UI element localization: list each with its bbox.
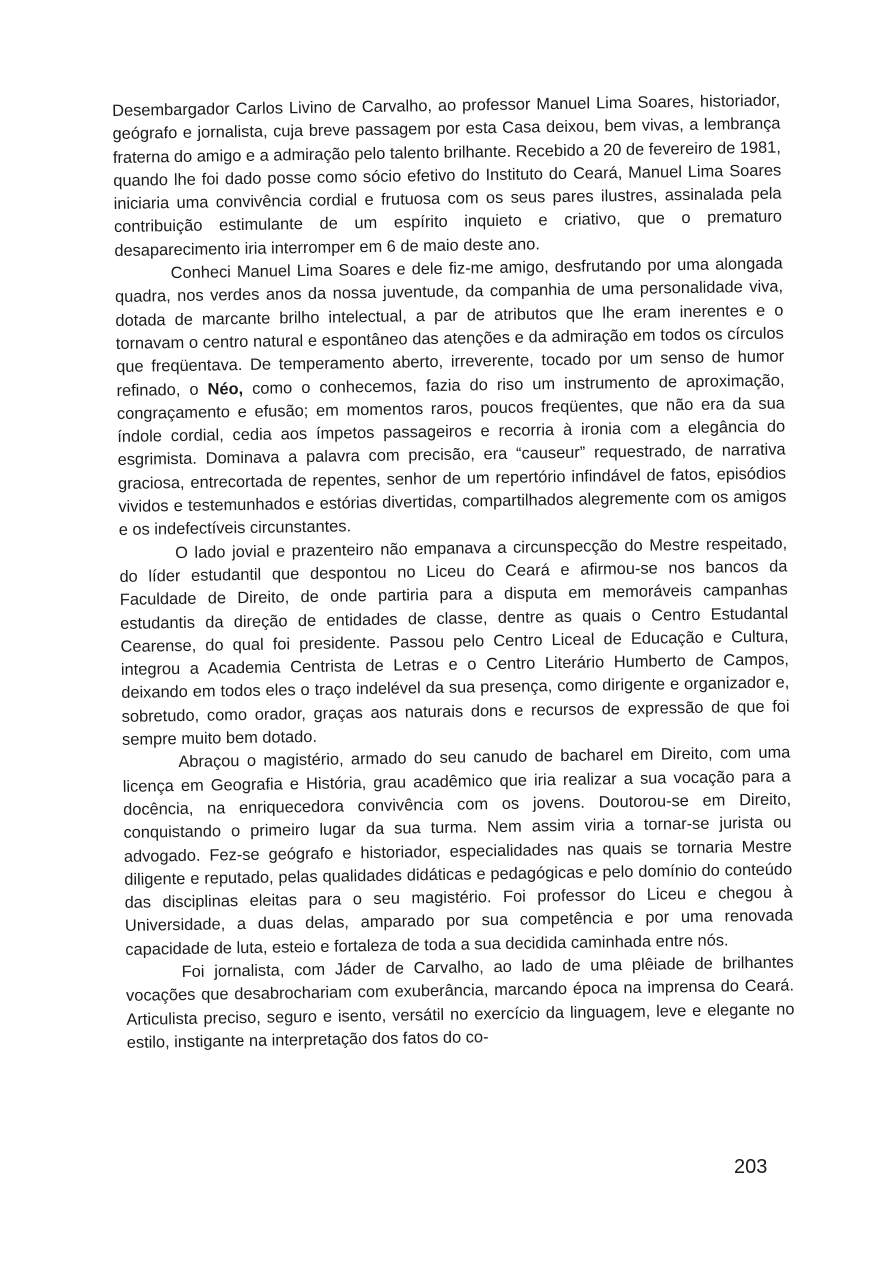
paragraph-3: O lado jovial e prazenteiro não empanava a circunspecção do Mestre respeitado, do líder estudantil que despontou no Liceu do Ceará e afirmou-se nos bancos da Faculdade de Direito, de onde partiria para a disputa em memoráveis campanhas estudantis da direção de entidades de classe, dentre as quais o Centro Estudantal Cearense, do qual foi presidente. Passou pelo Centro Liceal de Educação e Cultura, integrou a Academia Centrista de Letras e o Centro Literário Humberto de Campos, deixando em todos eles o traço indelével da sua presença, como dirigente e organizador e, sobretudo, como orador, graças aos naturais dons e recursos de expressão de que foi sempre muito bem dotado. [119, 534, 790, 749]
paragraph-5: Foi jornalista, com Jáder de Carvalho, ao lado de uma plêiade de brilhantes vocações que desabrochariam com exuberância, marcando época na imprensa do Ceará. Articulista preciso, seguro e isento, versátil no exercício da linguagem, leve e elegante no estilo, instigante na interpretação dos fatos do co- [125, 953, 795, 1052]
paragraph-1: Desembargador Carlos Livino de Carvalho, ao professor Manuel Lima Soares, historiador, geógrafo e jornalista, cuja breve passagem por esta Casa deixou, bem vivas, a lembrança fraterna do amigo e a admiração pelo talento brilhante. Recebido a 20 de fevereiro de 1981, quando lhe foi dado posse como sócio efetivo do Instituto do Ceará, Manuel Lima Soares iniciaria uma convivência cordial e frutuosa com os seus pares ilustres, assinalada pela contribuição estimulante de um espírito inquieto e criativo, que o prematuro desaparecimento iria interromper em 6 de maio deste ano. [112, 91, 783, 260]
paragraph-2-text-after: como o conhecemos, fazia do riso um instrumento de aproximação, congraçamento e efusão; em momentos raros, poucos freqüentes, que não era da sua índole cordial, cedia aos ímpetos passageiros e recorria à ironia com a elegância do esgrimista. Dominava a palavra com precisão, era “causeur” requestrado, de narrativa graciosa, entrecortada de repentes, senhor de um repertório infindável de fatos, episódios vividos e testemunhados e estórias divertidas, compartilhados alegremente com os amigos e os indefectíveis circunstantes. [116, 371, 787, 540]
paragraph-4: Abraçou o magistério, armado do seu canudo de bacharel em Direito, com uma licença em Geografia e História, grau acadêmico que iria realizar a sua vocação para a docência, na enriquecedora convivência com os jovens. Doutorou-se em Direito, conquistando o primeiro lugar da sua turma. Nem assim viria a tornar-se jurista ou advogado. Fez-se geógrafo e historiador, especialidades nas quais se tornaria Mestre diligente e reputado, pelas qualidades didáticas e pedagógicas e pelo domínio do conteúdo das disciplinas eleitas para o seu magistério. Foi professor do Liceu e chegou à Universidade, a duas delas, amparado por sua competência e por uma renovada capacidade de luta, esteio e fortaleza de toda a sua decidida caminhada entre nós. [122, 743, 794, 959]
page-number: 203 [734, 1156, 768, 1178]
body-text [112, 90, 795, 1056]
paragraph-2 [115, 253, 787, 543]
paragraph-2-text-before: Conheci Manuel Lima Soares e dele fiz-me amigo, desfrutando por uma alongada quadra, nos verdes anos da nossa juventude, da companhia de uma personalidade viva, dotada de marcante brilho intelectual, a par de atributos que lhe eram inerentes e o tornavam o centro natural e espontâneo das atenções e da admiração em todos os círculos que freqüentava. De temperamento aberto, irreverente, tocado por um senso de humor refinado, o [114, 254, 785, 400]
nickname-bold: Néo, [207, 379, 244, 399]
